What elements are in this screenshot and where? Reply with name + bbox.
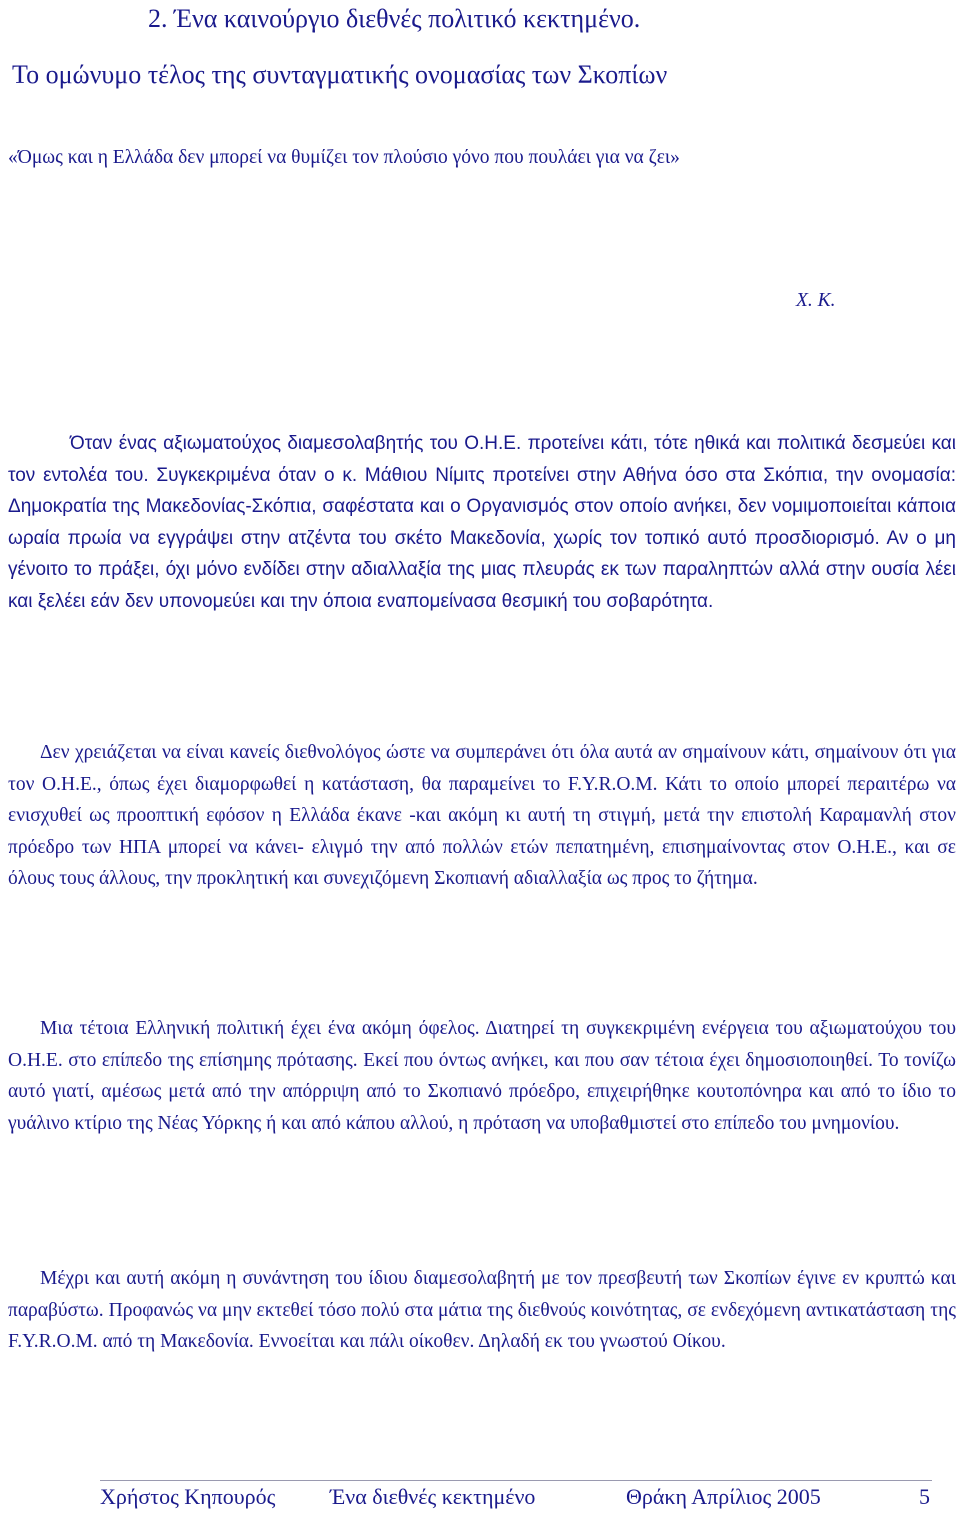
paragraph-1 [8, 428, 956, 617]
section-title: 2. Ένα καινούργιο διεθνές πολιτικό κεκτημένο. [148, 4, 641, 33]
section-subtitle: Το ομώνυμο τέλος της συνταγματικής ονομασίας των Σκοπίων [12, 60, 668, 89]
footer-place-date: Θράκη Απρίλιος 2005 [626, 1484, 821, 1509]
paragraph-3-text: Μια τέτοια Ελληνική πολιτική έχει ένα ακόμη όφελος. Διατηρεί τη συγκεκριμένη ενέργεια του αξιωματούχου του Ο.Η.Ε. στο επίπεδο της επίσημης πρότασης. Εκεί που όντως ανήκει, και που σαν τέτοια έχει δημοσιοποιηθεί. Το τονίζω αυτό γιατί, αμέσως μετά από την απόρριψη από το Σκοπιανό πρόεδρο, επιχειρήθηκε κουτοπόνηρα και από το ίδιο το γυάλινο κτίριο της Νέας Υόρκης ή και από κάπου αλλού, η πρόταση να υποβαθμιστεί στο επίπεδο του μνημονίου. [8, 1018, 956, 1134]
footer-divider [100, 1480, 932, 1481]
paragraph-3 [8, 1013, 956, 1139]
paragraph-1-text: Όταν ένας αξιωματούχος διαμεσολαβητής του Ο.Η.Ε. προτείνει κάτι, τότε ηθικά και πολιτικά δεσμεύει και τον εντολέα του. Συγκεκριμένα όταν ο κ. Μάθιου Νίμιτς προτείνει στην Αθήνα όσο στα Σκόπια, την ονομασία: Δημοκρατία της Μακεδονίας-Σκόπια, σαφέστατα και ο Οργανισμός στον οποίο ανήκει, δεν νομιμοποιείται κάποια ωραία πρωία να εγγράψει στην ατζέντα του σκέτο Μακεδονία, χωρίς τον τοπικό αυτό προσδιορισμό. Αν ο μη γένοιτο το πράξει, όχι μόνο ενδίδει στην αδιαλλαξία της μιας πλευράς εκ των παραληπτών αλλά στην ουσία λέει και ξελέει εάν δεν υπονομεύει και την όποια εναπομείνασα θεσμική του σοβαρότητα. [8, 433, 956, 612]
footer-work-title: Ένα διεθνές κεκτημένο [330, 1484, 536, 1509]
paragraph-2 [8, 737, 956, 895]
page-footer [100, 1484, 930, 1510]
paragraph-2-text: Δεν χρειάζεται να είναι κανείς διεθνολόγος ώστε να συμπεράνει ότι όλα αυτά αν σημαίνουν κάτι, σημαίνουν ότι για τον Ο.Η.Ε., όπως έχει διαμορφωθεί η κατάσταση, θα παραμείνει το F.Y.R.O.M. Κάτι το οποίο μπορεί περαιτέρω να ενισχυθεί ως προοπτική εφόσον η Ελλάδα έκανε -και ακόμη κι αυτή τη στιγμή, μετά την επιστολή Καραμανλή στον πρόεδρο των ΗΠΑ μπορεί να κάνει- ελιγμό την από πολλών ετών πεπατημένη, επισημαίνοντας στον Ο.Η.Ε., και σε όλους τους άλλους, την προκλητική και συνεχιζόμενη Σκοπιανή αδιαλλαξία ως προς το ζήτημα. [8, 742, 956, 889]
epigraph-signature: Χ. Κ. [796, 290, 836, 311]
epigraph-quote: «Όμως και η Ελλάδα δεν μπορεί να θυμίζει τον πλούσιο γόνο που πουλάει για να ζει» [8, 147, 680, 168]
paragraph-4-text: Μέχρι και αυτή ακόμη η συνάντηση του ίδιου διαμεσολαβητή με τον πρεσβευτή των Σκοπίων έγινε εν κρυπτώ και παραβύστω. Προφανώς να μην εκτεθεί τόσο πολύ στα μάτια της διεθνούς κοινότητας, σε ενδεχόμενη αντικατάσταση της F.Y.R.O.M. από τη Μακεδονία. Εννοείται και πάλι οίκοθεν. Δηλαδή εκ του γνωστού Οίκου. [8, 1268, 956, 1352]
footer-page-number: 5 [919, 1484, 930, 1509]
footer-author: Χρήστος Κηπουρός [100, 1484, 276, 1509]
paragraph-4 [8, 1263, 956, 1358]
